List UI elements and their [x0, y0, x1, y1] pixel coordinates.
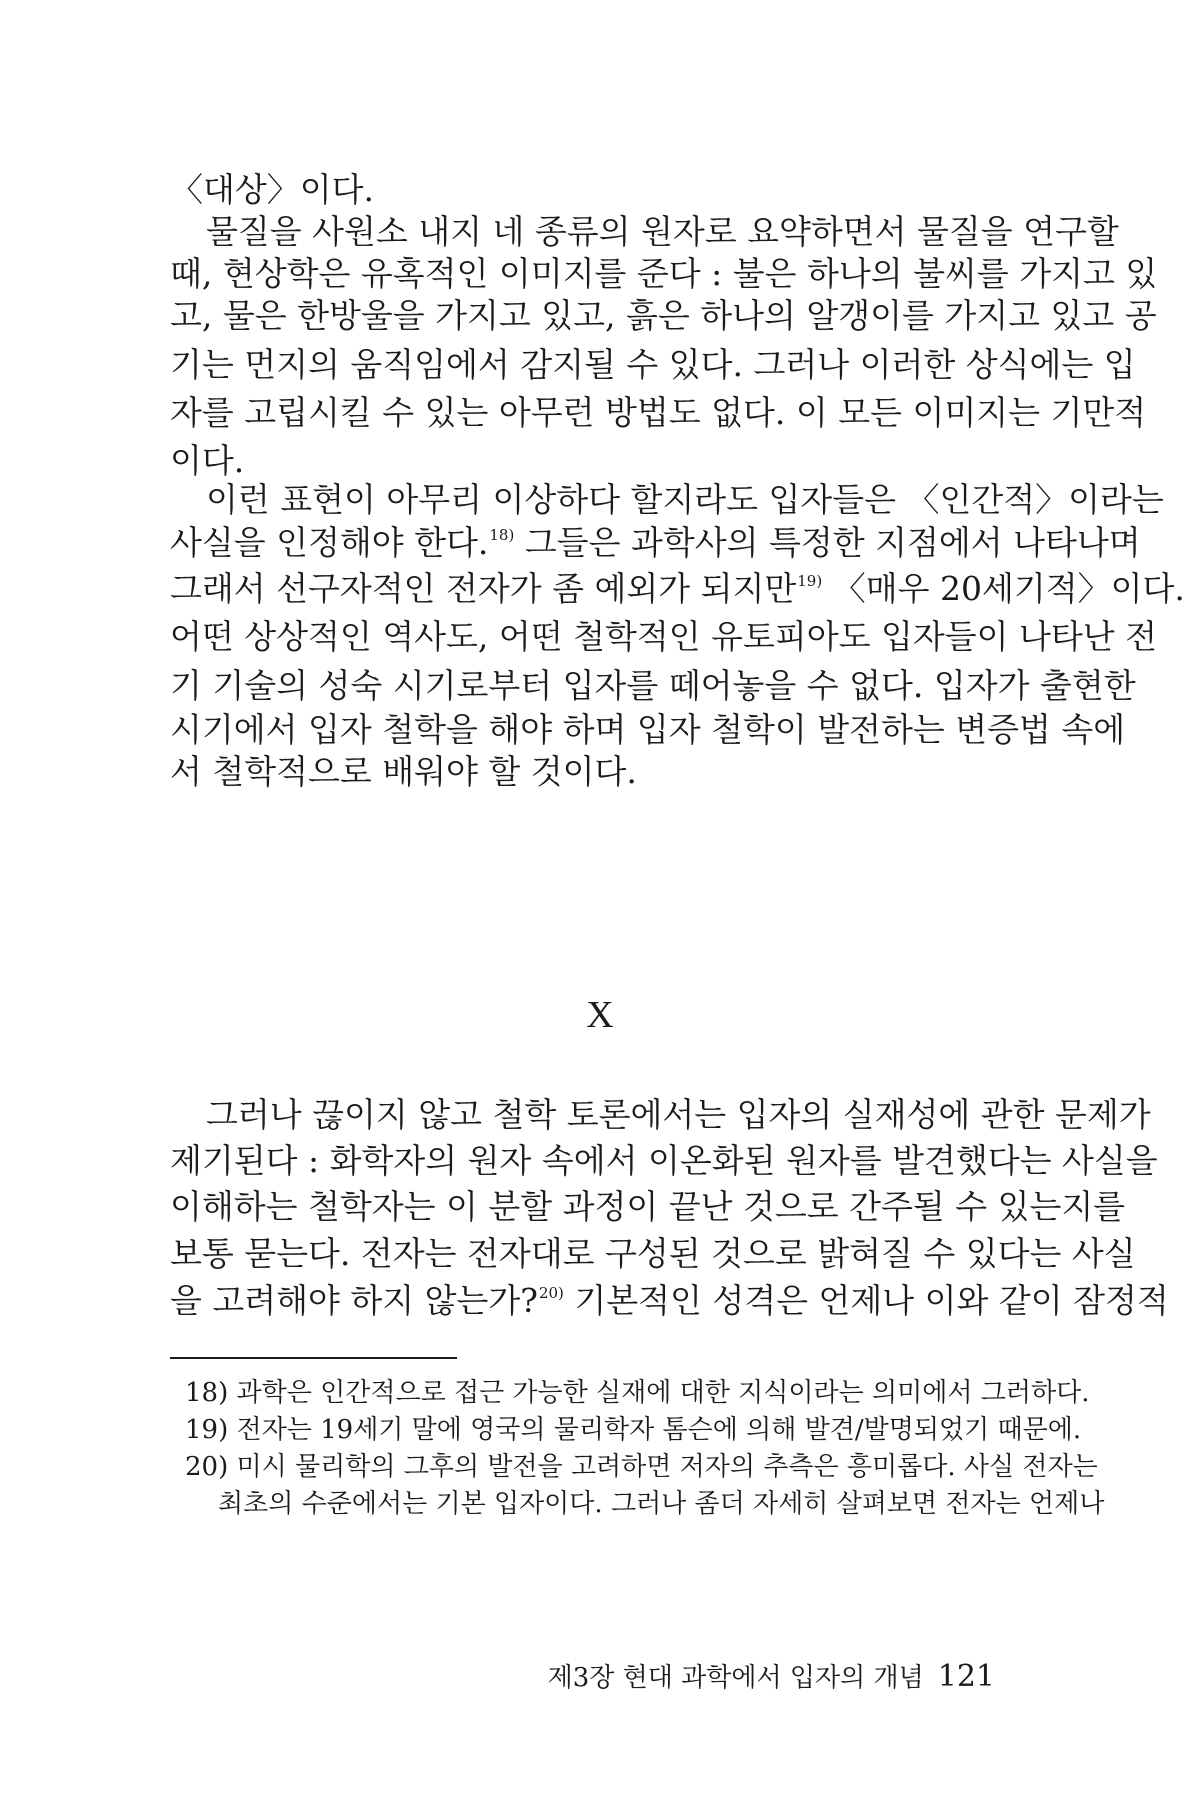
paragraph-line: 보통 묻는다. 전자는 전자대로 구성된 것으로 밝혀질 수 있다는 사실: [170, 1234, 1136, 1273]
paragraph-line: 이해하는 철학자는 이 분할 과정이 끝난 것으로 간주될 수 있는지를: [170, 1187, 1126, 1226]
footnote-19: 19) 전자는 19세기 말에 영국의 물리학자 톰슨에 의해 발견/발명되었기 때문에.: [185, 1415, 1082, 1445]
paragraph-line: 시기에서 입자 철학을 해야 하며 입자 철학이 발전하는 변증법 속에: [170, 710, 1126, 749]
footnote-ref-18: 18): [489, 526, 515, 544]
paragraph-line: 제기된다 : 화학자의 원자 속에서 이온화된 원자를 발견했다는 사실을: [170, 1141, 1158, 1180]
paragraph-line: 때, 현상학은 유혹적인 이미지를 준다 : 불은 하나의 불씨를 가지고 있: [170, 254, 1158, 293]
section-heading: X: [586, 994, 614, 1036]
footnote-separator: [170, 1357, 457, 1359]
footnote-ref-20: 20): [538, 1284, 564, 1302]
text-run: 을 고려해야 하지 않는가?: [170, 1281, 538, 1320]
paragraph-line: 기 기술의 성숙 시기로부터 입자를 떼어놓을 수 없다. 입자가 출현한: [170, 666, 1136, 705]
footnote-20-continued: 최초의 수준에서는 기본 입자이다. 그러나 좀더 자세히 살펴보면 전자는 언제나: [218, 1489, 1105, 1519]
chapter-title: 제3장 현대 과학에서 입자의 개념: [547, 1663, 924, 1693]
running-footer: [548, 1660, 995, 1695]
text-run: 〈매우 20세기적〉이다.: [822, 569, 1185, 608]
text-run: 기본적인 성격은 언제나 이와 같이 잠정적: [563, 1281, 1169, 1320]
paragraph-line: [170, 1281, 1169, 1321]
paragraph-line: 물질을 사원소 내지 네 종류의 원자로 요약하면서 물질을 연구할: [206, 212, 1119, 251]
paragraph-line: 자를 고립시킬 수 있는 아무런 방법도 없다. 이 모든 이미지는 기만적: [170, 393, 1147, 432]
footnote-18: 18) 과학은 인간적으로 접근 가능한 실재에 대한 지식이라는 의미에서 그러하다.: [185, 1378, 1090, 1408]
text-run: 그들은 과학사의 특정한 지점에서 나타나며: [514, 523, 1141, 562]
page-number: 121: [937, 1659, 995, 1694]
paragraph-line: 고, 물은 한방울을 가지고 있고, 흙은 하나의 알갱이를 가지고 있고 공: [170, 296, 1157, 335]
paragraph-line: 이런 표현이 아무리 이상하다 할지라도 입자들은 〈인간적〉이라는: [206, 480, 1164, 519]
paragraph-line: 기는 먼지의 움직임에서 감지될 수 있다. 그러나 이러한 상식에는 입: [170, 345, 1136, 384]
text-run: 사실을 인정해야 한다.: [170, 523, 489, 562]
paragraph-line: [170, 569, 1185, 609]
paragraph-line: 서 철학적으로 배워야 할 것이다.: [170, 752, 637, 791]
paragraph-line: 이다.: [170, 441, 245, 480]
footnote-ref-19: 19): [797, 572, 823, 590]
text-run: 그래서 선구자적인 전자가 좀 예외가 되지만: [170, 569, 797, 608]
paragraph-line: 그러나 끊이지 않고 철학 토론에서는 입자의 실재성에 관한 문제가: [206, 1095, 1151, 1134]
paragraph-line: [170, 523, 1141, 563]
footnote-20: 20) 미시 물리학의 그후의 발전을 고려하면 저자의 추측은 흥미롭다. 사실 전자는: [185, 1452, 1098, 1482]
paragraph-line: 〈대상〉이다.: [170, 170, 375, 209]
paragraph-line: 어떤 상상적인 역사도, 어떤 철학적인 유토피아도 입자들이 나타난 전: [170, 617, 1157, 656]
